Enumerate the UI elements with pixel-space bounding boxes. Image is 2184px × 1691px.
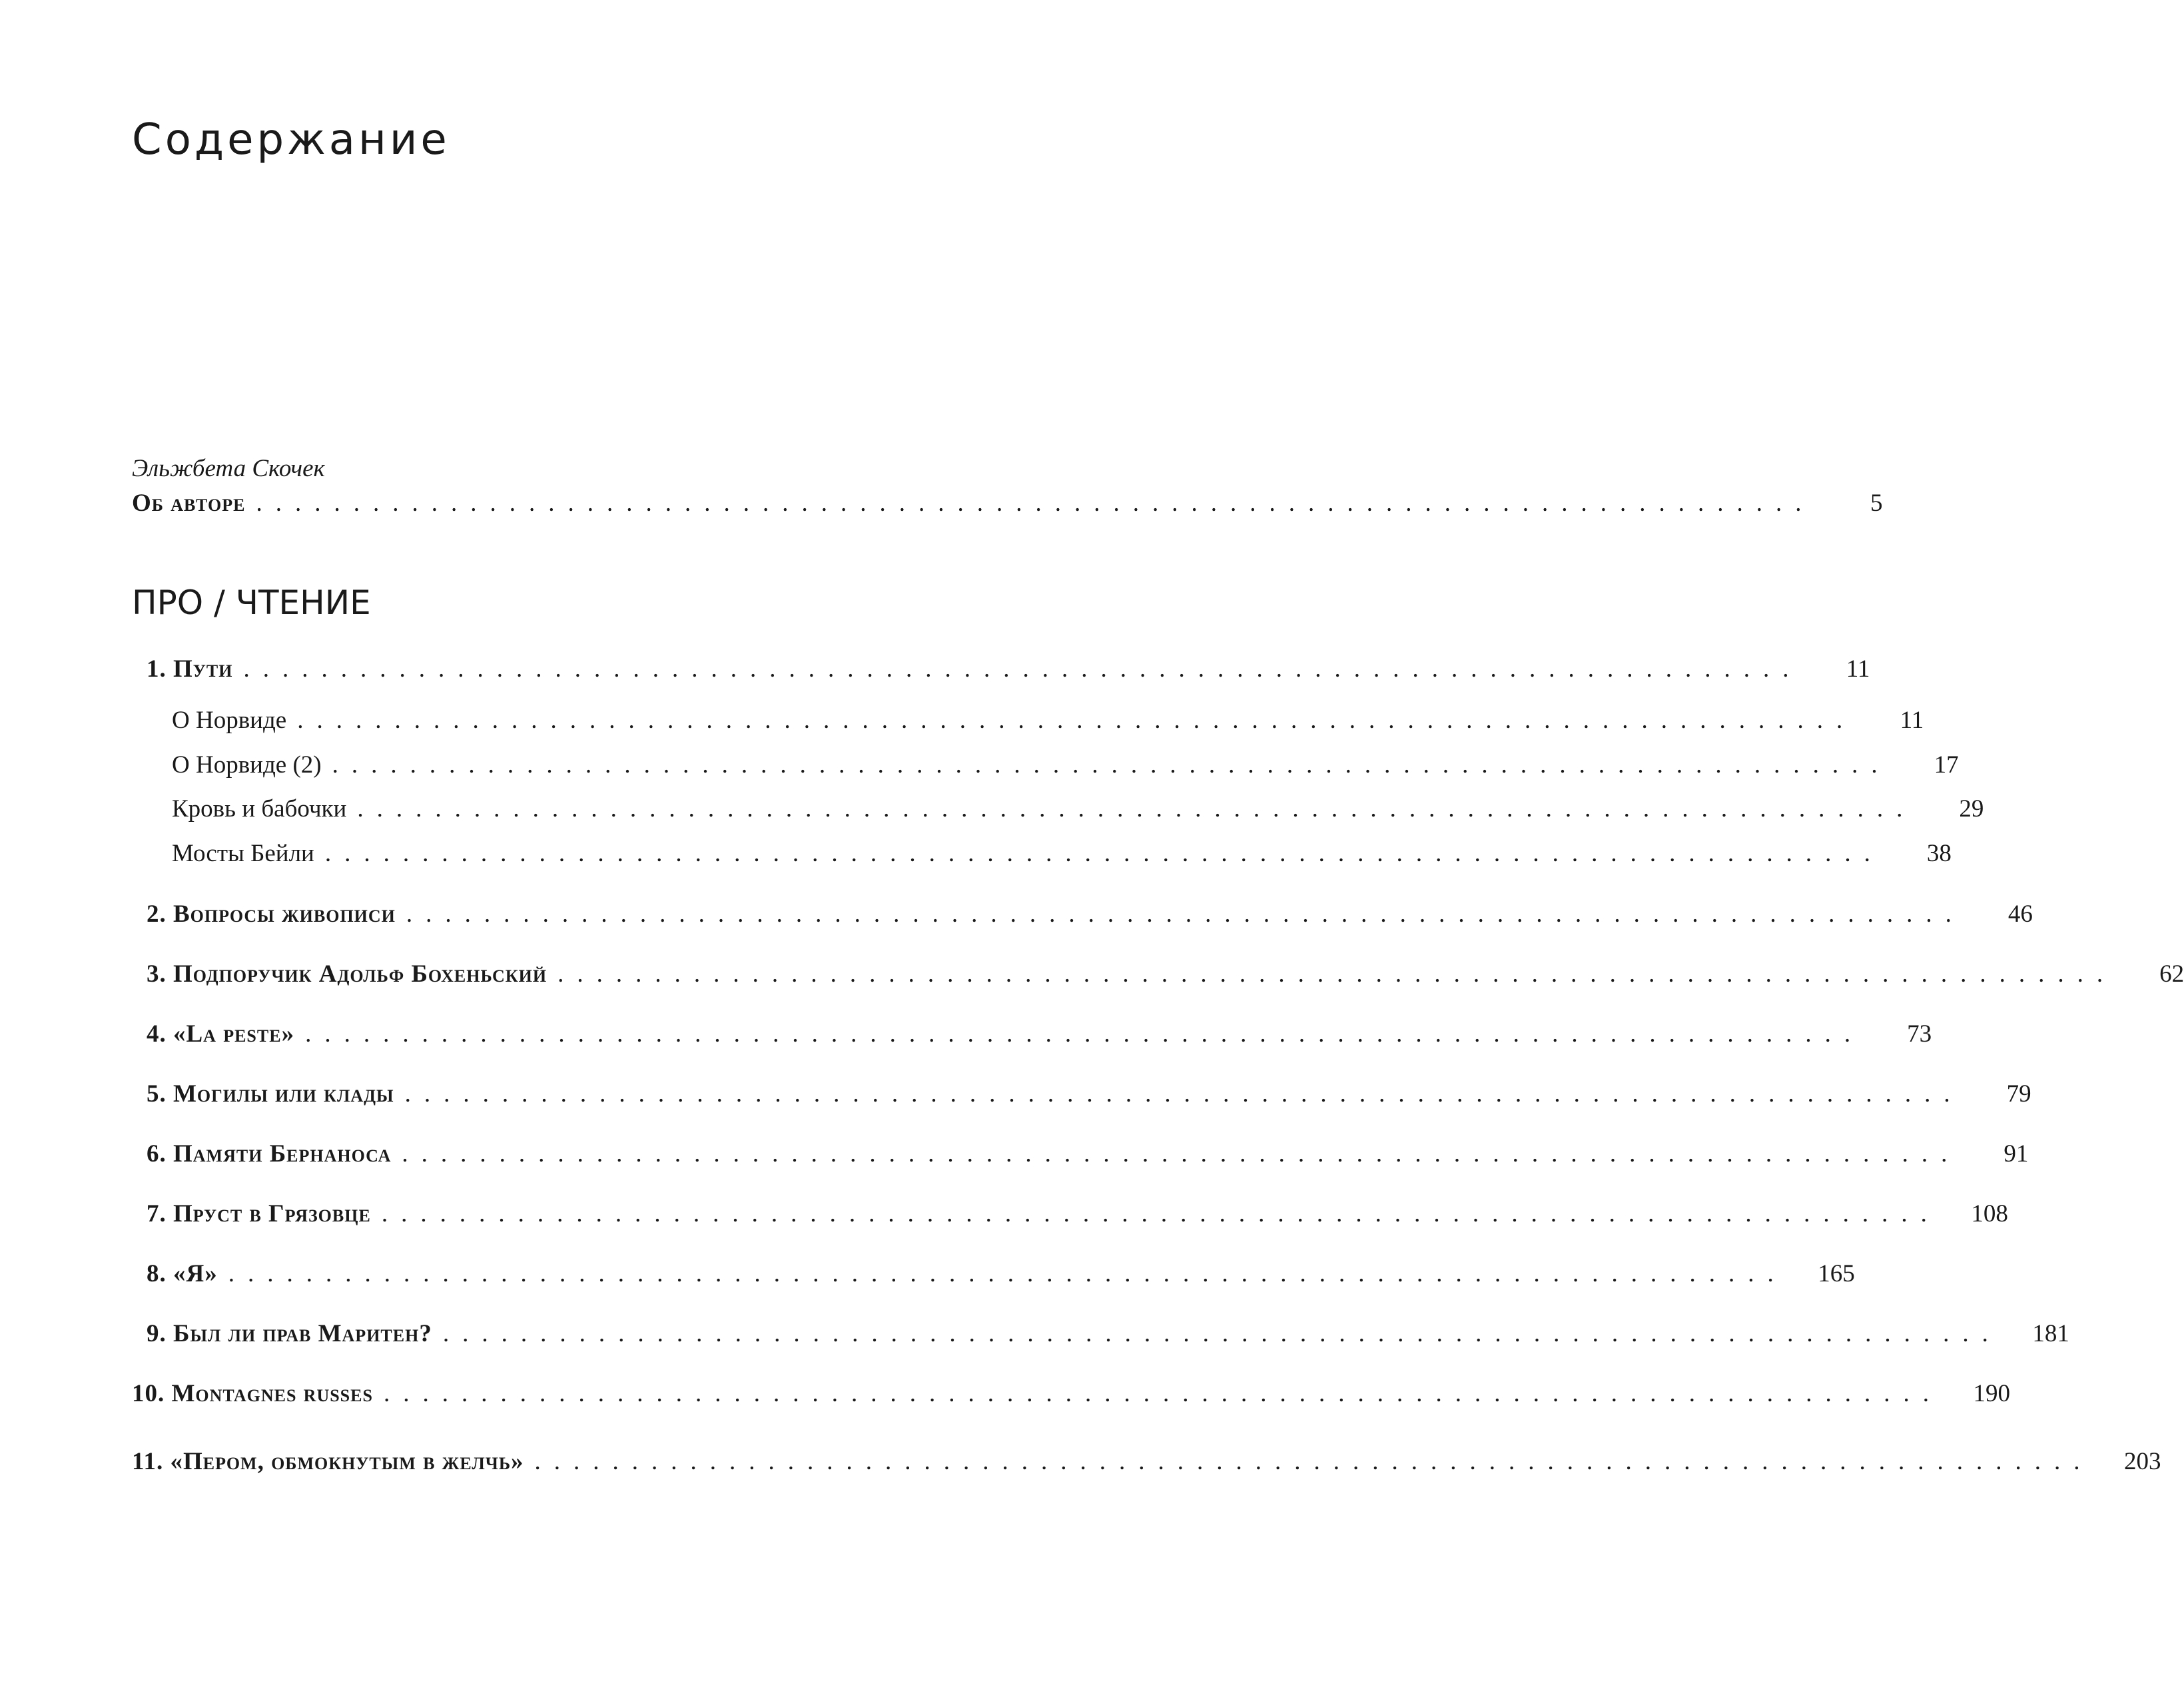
dot-leader: ................................................................................ [534,1448,2093,1475]
toc-entry-about-author[interactable] [132,490,1883,517]
toc-page-number: 91 [2003,1140,2029,1168]
section-heading: ПРО / ЧТЕНИЕ [132,583,371,622]
toc-page-number: 79 [2006,1080,2031,1108]
toc-page-number: 29 [1959,795,1984,823]
toc-entry[interactable] [147,1140,2029,1168]
toc-page-number: 181 [2032,1320,2069,1347]
dot-leader: ................................................................................ [332,751,1891,779]
page-title: Содержание [132,115,450,165]
toc-entry[interactable] [132,1380,2010,1407]
toc-entry-label: 7. Пруст в Грязовце [147,1200,371,1227]
toc-page-number: 11 [1900,707,1924,734]
dot-leader: ................................................................................ [324,840,1884,867]
toc-page-number: 11 [1846,655,1870,683]
toc-entry-label: 9. Был ли прав Маритен? [147,1320,432,1347]
toc-entry[interactable] [147,1080,2031,1108]
toc-entry[interactable] [147,655,1870,683]
toc-entry-label: 11. «Пером, обмокнутым в желчь» [132,1448,524,1475]
toc-entry[interactable] [147,1320,2069,1347]
toc-page-number: 165 [1818,1260,1855,1287]
toc-page-number: 46 [2007,900,2033,928]
dot-leader: ................................................................................ [406,900,1965,928]
toc-entry-label: 4. «La peste» [147,1020,295,1048]
toc-subentry[interactable] [172,707,1924,734]
dot-leader: ................................................................................ [297,707,1856,734]
toc-page-number: 62 [2159,960,2184,988]
dot-leader: ................................................................................ [442,1320,2002,1347]
toc-page-number: 17 [1934,751,1959,779]
toc-page-number: 190 [1973,1380,2010,1407]
toc-entry-label: 2. Вопросы живописи [147,900,396,928]
toc-page-number: 73 [1907,1020,1932,1048]
dot-leader: ................................................................................ [243,655,1802,683]
intro-author: Эльжбета Скочек [132,455,325,482]
dot-leader: ................................................................................ [383,1380,1942,1407]
toc-subentry-label: Кровь и бабочки [172,795,347,823]
dot-leader: ................................................................................ [228,1260,1787,1287]
toc-subentry-label: О Норвиде [172,707,287,734]
toc-subentry[interactable] [172,751,1959,779]
toc-entry-label: 1. Пути [147,655,233,683]
toc-page-number: 203 [2124,1448,2161,1475]
toc-entry[interactable] [147,1260,1855,1287]
toc-entry[interactable] [132,1448,2161,1475]
toc-entry-label: 6. Памяти Бернаноса [147,1140,392,1168]
dot-leader: ................................................................................ [305,1020,1864,1048]
toc-page-number: 108 [1971,1200,2008,1227]
toc-entry-label: 3. Подпоручик Адольф Бохеньский [147,960,547,988]
toc-entry[interactable] [147,900,2033,928]
toc-subentry-label: О Норвиде (2) [172,751,322,779]
dot-leader: ................................................................................ [381,1200,1940,1227]
toc-page-number: 5 [1870,490,1883,517]
dot-leader: ................................................................................ [557,960,2117,988]
toc-page-number: 38 [1926,840,1952,867]
dot-leader: ................................................................................ [256,490,1815,517]
toc-entry-label: 10. Montagnes russes [132,1380,373,1407]
toc-entry-label: 8. «Я» [147,1260,218,1287]
toc-subentry-label: Мосты Бейли [172,840,314,867]
toc-subentry[interactable] [172,840,1952,867]
dot-leader: ................................................................................ [404,1080,1964,1108]
toc-entry-label: Об авторе [132,490,246,517]
dot-leader: ................................................................................ [402,1140,1961,1168]
toc-entry[interactable] [147,960,2184,988]
toc-entry-label: 5. Могилы или клады [147,1080,394,1108]
dot-leader: ................................................................................ [357,795,1916,823]
toc-entry[interactable] [147,1020,1932,1048]
toc-subentry[interactable] [172,795,1984,823]
toc-entry[interactable] [147,1200,2008,1227]
